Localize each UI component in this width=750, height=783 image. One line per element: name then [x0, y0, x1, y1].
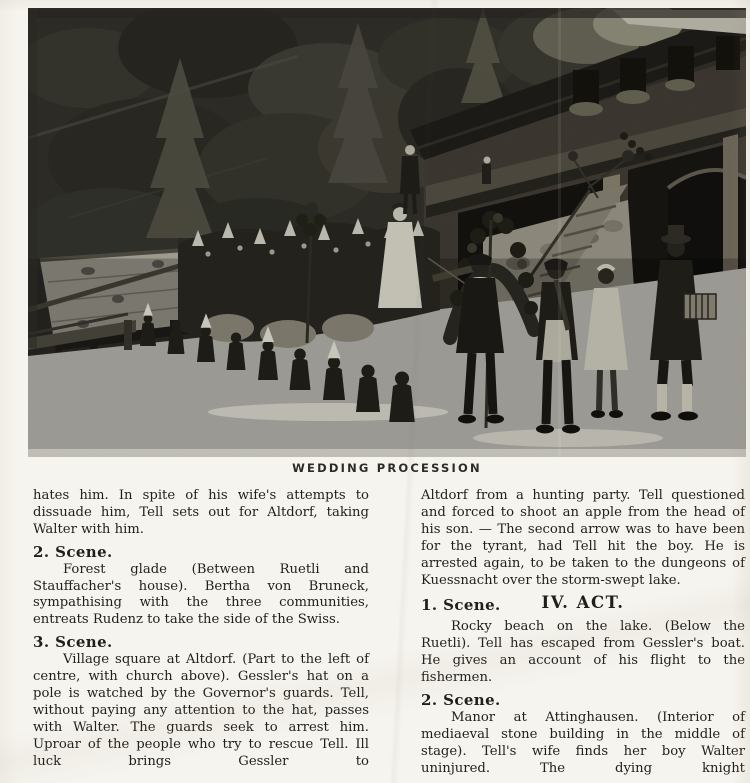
photo-top-edge [28, 8, 746, 18]
photo-caption: WEDDING PROCESSION [292, 461, 482, 475]
body-paragraph: Rocky beach on the lake. (Below the Ruetli). Tell has escaped from Gessler's boat. He gives an account of his flight to the fishermen. [421, 619, 745, 686]
body-paragraph: hates him. In spite of his wife's attempts to dissuade him, Tell sets out for Altdorf, taking Walter with him. [33, 488, 369, 537]
left-text-column [33, 488, 369, 771]
photo-grain [28, 8, 746, 457]
scene-heading: 3. Scene. [33, 633, 113, 652]
photo-left-edge [28, 8, 37, 348]
paper-crease [558, 8, 561, 457]
act-heading-row [421, 595, 745, 619]
procession-photograph-svg [28, 8, 746, 457]
scene-heading: 2. Scene. [33, 542, 113, 561]
body-paragraph: Forest glade (Between Ruetli and Stauffacher's house). Bertha von Bruneck, sympathising with the three communities, entreats Rudenz to take the side of the Swiss. [33, 561, 369, 628]
wedding-procession-photo [28, 8, 746, 457]
right-text-column [421, 488, 745, 778]
scene-heading: 2. Scene. [421, 691, 501, 710]
body-paragraph: Altdorf from a hunting party. Tell questioned and forced to shoot an apple from the head of his son. — The second arrow was to have been for the tyrant, had Tell hit the boy. He is arrested again, to be taken to the dungeons of Kuessnacht over the storm-swept lake. [421, 488, 745, 588]
scene-heading: 1. Scene. [421, 596, 501, 615]
body-paragraph: Village square at Altdorf. (Part to the left of centre, with church above). Gessler's hat on a pole is watched by the Governor's guards. Tell, without paying any attention to the hat, passes with Walter. The guards seek to arrest him. Uproar of the people who try to rescue Tell. Ill luck brings Gessler to [33, 652, 369, 769]
act-title: IV. ACT. [541, 593, 625, 613]
body-paragraph: Manor at Attinghausen. (Interior of mediaeval stone building in the middle of stage). Tell's wife finds her boy Walter uninjured. The dying knight [421, 709, 745, 776]
